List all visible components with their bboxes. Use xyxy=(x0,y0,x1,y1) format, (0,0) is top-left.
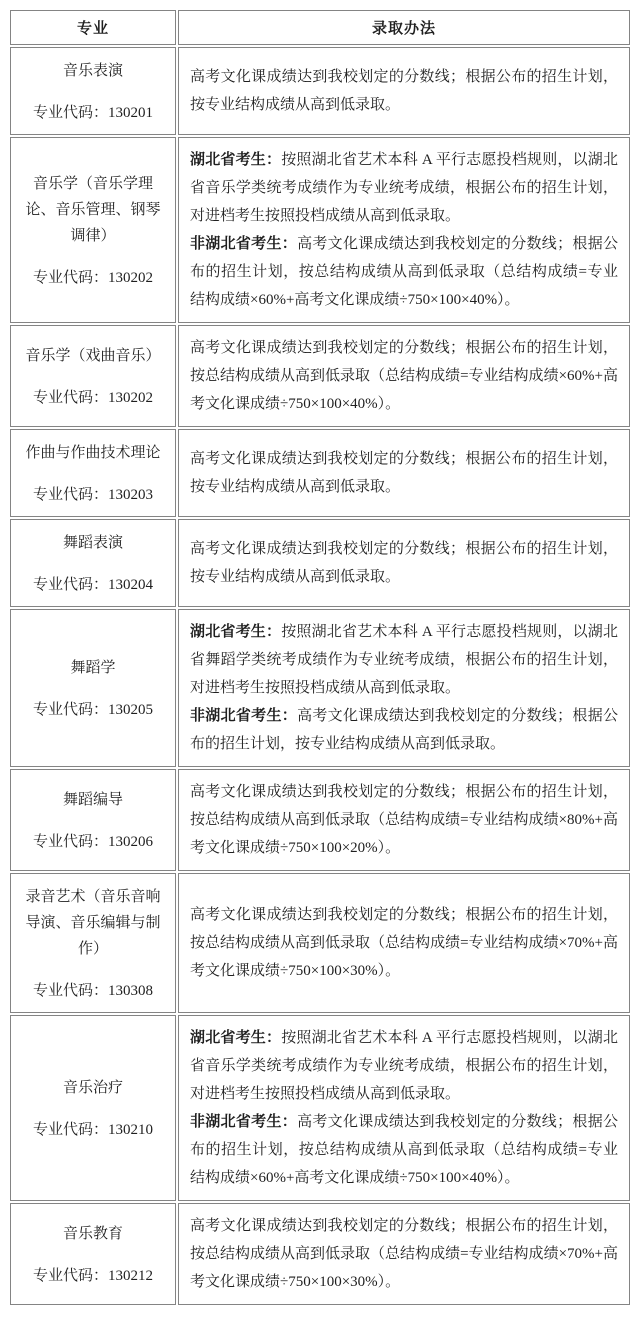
major-name: 音乐学（戏曲音乐） xyxy=(25,348,161,364)
major-name: 舞蹈编导 xyxy=(62,792,123,808)
method-cell xyxy=(178,873,630,1013)
major-cell xyxy=(10,429,176,517)
table-row xyxy=(10,873,630,1013)
table-row xyxy=(10,519,630,607)
method-cell xyxy=(178,47,630,135)
major-name: 音乐学（音乐学理论、音乐管理、钢琴调律） xyxy=(25,176,161,244)
method-cell xyxy=(178,429,630,517)
table-row xyxy=(10,47,630,135)
method-paragraph: 湖北省考生：按照湖北省艺术本科 A 平行志愿投档规则，以湖北省音乐学类统考成绩作为专业统考成绩，根据公布的招生计划，对进档考生按照投档成绩从高到低录取。 xyxy=(190,1030,618,1102)
method-paragraph: 非湖北省考生：高考文化课成绩达到我校划定的分数线；根据公布的招生计划，按总结构成绩从高到低录取（总结构成绩=专业结构成绩×60%+高考文化课成绩÷750×100×40%）。 xyxy=(190,236,618,308)
province-label: 湖北省考生： xyxy=(190,624,282,640)
major-code: 专业代码：130202 xyxy=(32,270,153,286)
major-cell xyxy=(10,519,176,607)
major-code: 专业代码：130210 xyxy=(32,1122,153,1138)
province-label: 湖北省考生： xyxy=(190,1030,282,1046)
method-cell xyxy=(178,609,630,767)
header-major: 专业 xyxy=(10,10,176,45)
table-row xyxy=(10,137,630,323)
major-name: 音乐教育 xyxy=(62,1226,123,1242)
method-cell xyxy=(178,769,630,871)
method-cell xyxy=(178,1015,630,1201)
method-cell xyxy=(178,137,630,323)
table-row xyxy=(10,609,630,767)
method-paragraph: 高考文化课成绩达到我校划定的分数线；根据公布的招生计划，按总结构成绩从高到低录取（总结构成绩=专业结构成绩×70%+高考文化课成绩÷750×100×30%）。 xyxy=(190,907,618,979)
table-row xyxy=(10,325,630,427)
method-paragraph: 湖北省考生：按照湖北省艺术本科 A 平行志愿投档规则，以湖北省舞蹈学类统考成绩作为专业统考成绩，根据公布的招生计划，对进档考生按照投档成绩从高到低录取。 xyxy=(190,624,618,696)
major-name: 舞蹈表演 xyxy=(62,535,123,551)
major-code: 专业代码：130308 xyxy=(32,983,153,999)
major-code: 专业代码：130202 xyxy=(32,390,153,406)
major-cell xyxy=(10,769,176,871)
major-code: 专业代码：130205 xyxy=(32,702,153,718)
major-name: 舞蹈学 xyxy=(70,660,116,676)
table-row xyxy=(10,429,630,517)
method-paragraph: 高考文化课成绩达到我校划定的分数线；根据公布的招生计划，按总结构成绩从高到低录取（总结构成绩=专业结构成绩×80%+高考文化课成绩÷750×100×20%）。 xyxy=(190,784,618,856)
major-name: 音乐治疗 xyxy=(62,1080,123,1096)
major-cell xyxy=(10,873,176,1013)
table-row xyxy=(10,1203,630,1305)
method-paragraph: 高考文化课成绩达到我校划定的分数线；根据公布的招生计划，按专业结构成绩从高到低录取。 xyxy=(190,69,618,113)
major-cell xyxy=(10,609,176,767)
major-cell xyxy=(10,1015,176,1201)
major-name: 音乐表演 xyxy=(62,63,123,79)
header-method: 录取办法 xyxy=(178,10,630,45)
method-cell xyxy=(178,519,630,607)
method-paragraph: 非湖北省考生：高考文化课成绩达到我校划定的分数线；根据公布的招生计划，按专业结构成绩从高到低录取。 xyxy=(190,708,618,752)
table-row xyxy=(10,769,630,871)
method-paragraph: 高考文化课成绩达到我校划定的分数线；根据公布的招生计划，按总结构成绩从高到低录取（总结构成绩=专业结构成绩×60%+高考文化课成绩÷750×100×40%）。 xyxy=(190,340,618,412)
table-header-row xyxy=(10,10,630,45)
province-label: 非湖北省考生： xyxy=(190,236,298,252)
major-cell xyxy=(10,137,176,323)
method-paragraph: 非湖北省考生：高考文化课成绩达到我校划定的分数线；根据公布的招生计划，按总结构成绩从高到低录取（总结构成绩=专业结构成绩×60%+高考文化课成绩÷750×100×40%）。 xyxy=(190,1114,618,1186)
table-body xyxy=(10,47,630,1305)
method-paragraph: 高考文化课成绩达到我校划定的分数线；根据公布的招生计划，按总结构成绩从高到低录取（总结构成绩=专业结构成绩×70%+高考文化课成绩÷750×100×30%）。 xyxy=(190,1218,618,1290)
method-cell xyxy=(178,1203,630,1305)
province-label: 非湖北省考生： xyxy=(190,1114,298,1130)
major-code: 专业代码：130212 xyxy=(32,1268,153,1284)
major-cell xyxy=(10,1203,176,1305)
major-code: 专业代码：130203 xyxy=(32,487,153,503)
province-label: 湖北省考生： xyxy=(190,152,282,168)
major-code: 专业代码：130204 xyxy=(32,577,153,593)
method-paragraph: 高考文化课成绩达到我校划定的分数线；根据公布的招生计划，按专业结构成绩从高到低录取。 xyxy=(190,541,618,585)
major-code: 专业代码：130206 xyxy=(32,834,153,850)
method-paragraph: 高考文化课成绩达到我校划定的分数线；根据公布的招生计划，按专业结构成绩从高到低录取。 xyxy=(190,451,618,495)
major-cell xyxy=(10,47,176,135)
major-name: 作曲与作曲技术理论 xyxy=(25,445,161,461)
table-row xyxy=(10,1015,630,1201)
province-label: 非湖北省考生： xyxy=(190,708,298,724)
major-cell xyxy=(10,325,176,427)
admissions-table xyxy=(8,8,632,1307)
method-cell xyxy=(178,325,630,427)
major-name: 录音艺术（音乐音响导演、音乐编辑与制作） xyxy=(25,889,161,957)
major-code: 专业代码：130201 xyxy=(32,105,153,121)
method-paragraph: 湖北省考生：按照湖北省艺术本科 A 平行志愿投档规则，以湖北省音乐学类统考成绩作为专业统考成绩，根据公布的招生计划，对进档考生按照投档成绩从高到低录取。 xyxy=(190,152,618,224)
